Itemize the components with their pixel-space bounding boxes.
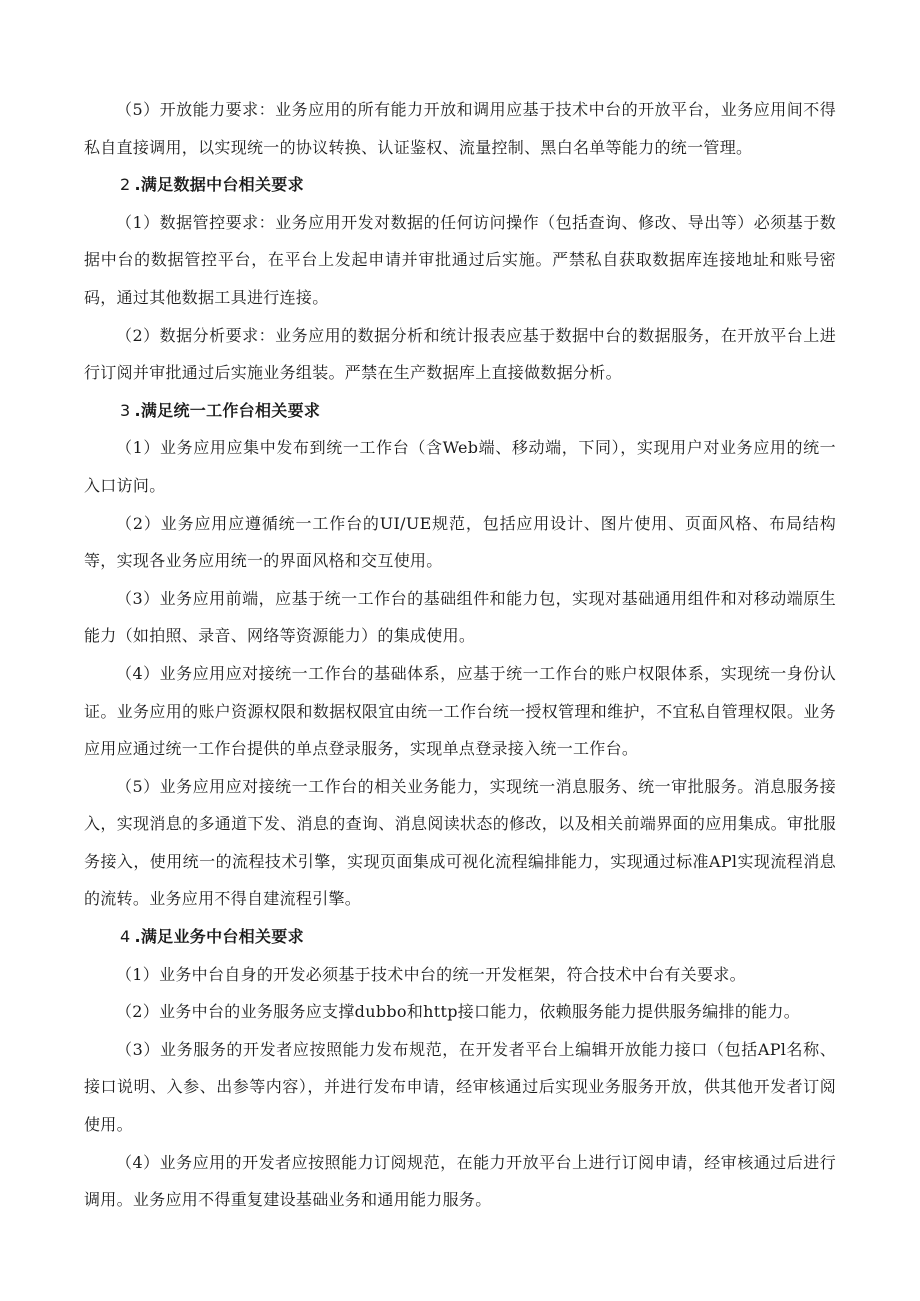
paragraph-business-framework: （1）业务中台自身的开发必须基于技术中台的统一开发框架，符合技术中台有关要求。 — [116, 964, 746, 984]
heading-number: 4 — [120, 927, 131, 947]
heading-text: .满足统一工作台相关要求 — [134, 400, 321, 420]
paragraph-data-control: （1）数据管控要求：业务应用开发对数据的任何访问操作（包括查询、修改、导出等）必须基于数据中台的数据管控平台，在平台上发起申请并审批通过后实施。严禁私自获取数据库连接地址和账号密码，通过其他数据工具进行连接。 — [84, 212, 836, 307]
paragraph-open-capability: （5）开放能力要求：业务应用的所有能力开放和调用应基于技术中台的开放平台，业务应用间不得私自直接调用，以实现统一的协议转换、认证鉴权、流量控制、黑白名单等能力的统一管理。 — [84, 100, 836, 157]
heading-text: .满足数据中台相关要求 — [134, 175, 304, 195]
paragraph-workbench-publish: （1）业务应用应集中发布到统一工作台（含Web端、移动端，下同），实现用户对业务应用的统一入口访问。 — [84, 438, 836, 495]
paragraph-workbench-ui-ue: （2）业务应用应遵循统一工作台的UI/UE规范，包括应用设计、图片使用、页面风格、布局结构等，实现各业务应用统一的界面风格和交互使用。 — [84, 513, 836, 571]
paragraph-data-analysis: （2）数据分析要求：业务应用的数据分析和统计报表应基于数据中台的数据服务，在开放平台上进行订阅并审批通过后实施业务组装。严禁在生产数据库上直接做数据分析。 — [84, 325, 836, 383]
heading-number: 2 — [120, 175, 131, 195]
paragraph-workbench-message: （5）业务应用应对接统一工作台的相关业务能力，实现统一消息服务、统一审批服务。消息服务接入，实现消息的多通道下发、消息的查询、消息阅读状态的修改，以及相关前端界面的应用集成。审批服务接入，使用统一的流程技术引擎，实现页面集成可视化流程编排能力，实现通过标准APl实现流程消息的流转。业务应用不得自建流程引擎。 — [84, 776, 836, 909]
paragraph-workbench-frontend: （3）业务应用前端，应基于统一工作台的基础组件和能力包，实现对基础通用组件和对移动端原生能力（如拍照、录音、网络等资源能力）的集成使用。 — [84, 588, 836, 646]
paragraph-business-publish: （3）业务服务的开发者应按照能力发布规范，在开发者平台上编辑开放能力接口（包括APl名称、接口说明、入参、出参等内容），并进行发布申请，经审核通过后实现业务服务开放，供其他开发者订阅使用。 — [84, 1039, 836, 1135]
heading-business-platform — [84, 918, 836, 956]
heading-number: 3 — [120, 400, 131, 420]
paragraph-business-subscribe: （4）业务应用的开发者应按照能力订阅规范，在能力开放平台上进行订阅申请，经审核通过后进行调用。业务应用不得重复建设基础业务和通用能力服务。 — [84, 1152, 836, 1210]
document-page — [84, 91, 836, 1219]
heading-data-platform — [84, 166, 836, 204]
heading-text: .满足业务中台相关要求 — [134, 927, 304, 947]
heading-unified-workbench — [84, 392, 836, 430]
paragraph-workbench-auth: （4）业务应用应对接统一工作台的基础体系，应基于统一工作台的账户权限体系，实现统一身份认证。业务应用的账户资源权限和数据权限宜由统一工作台统一授权管理和维护，不宜私自管理权限。业务应用应通过统一工作台提供的单点登录服务，实现单点登录接入统一工作台。 — [84, 663, 836, 759]
paragraph-business-dubbo: （2）业务中台的业务服务应支撑dubbo和http接口能力，依赖服务能力提供服务编排的能力。 — [116, 1002, 801, 1022]
